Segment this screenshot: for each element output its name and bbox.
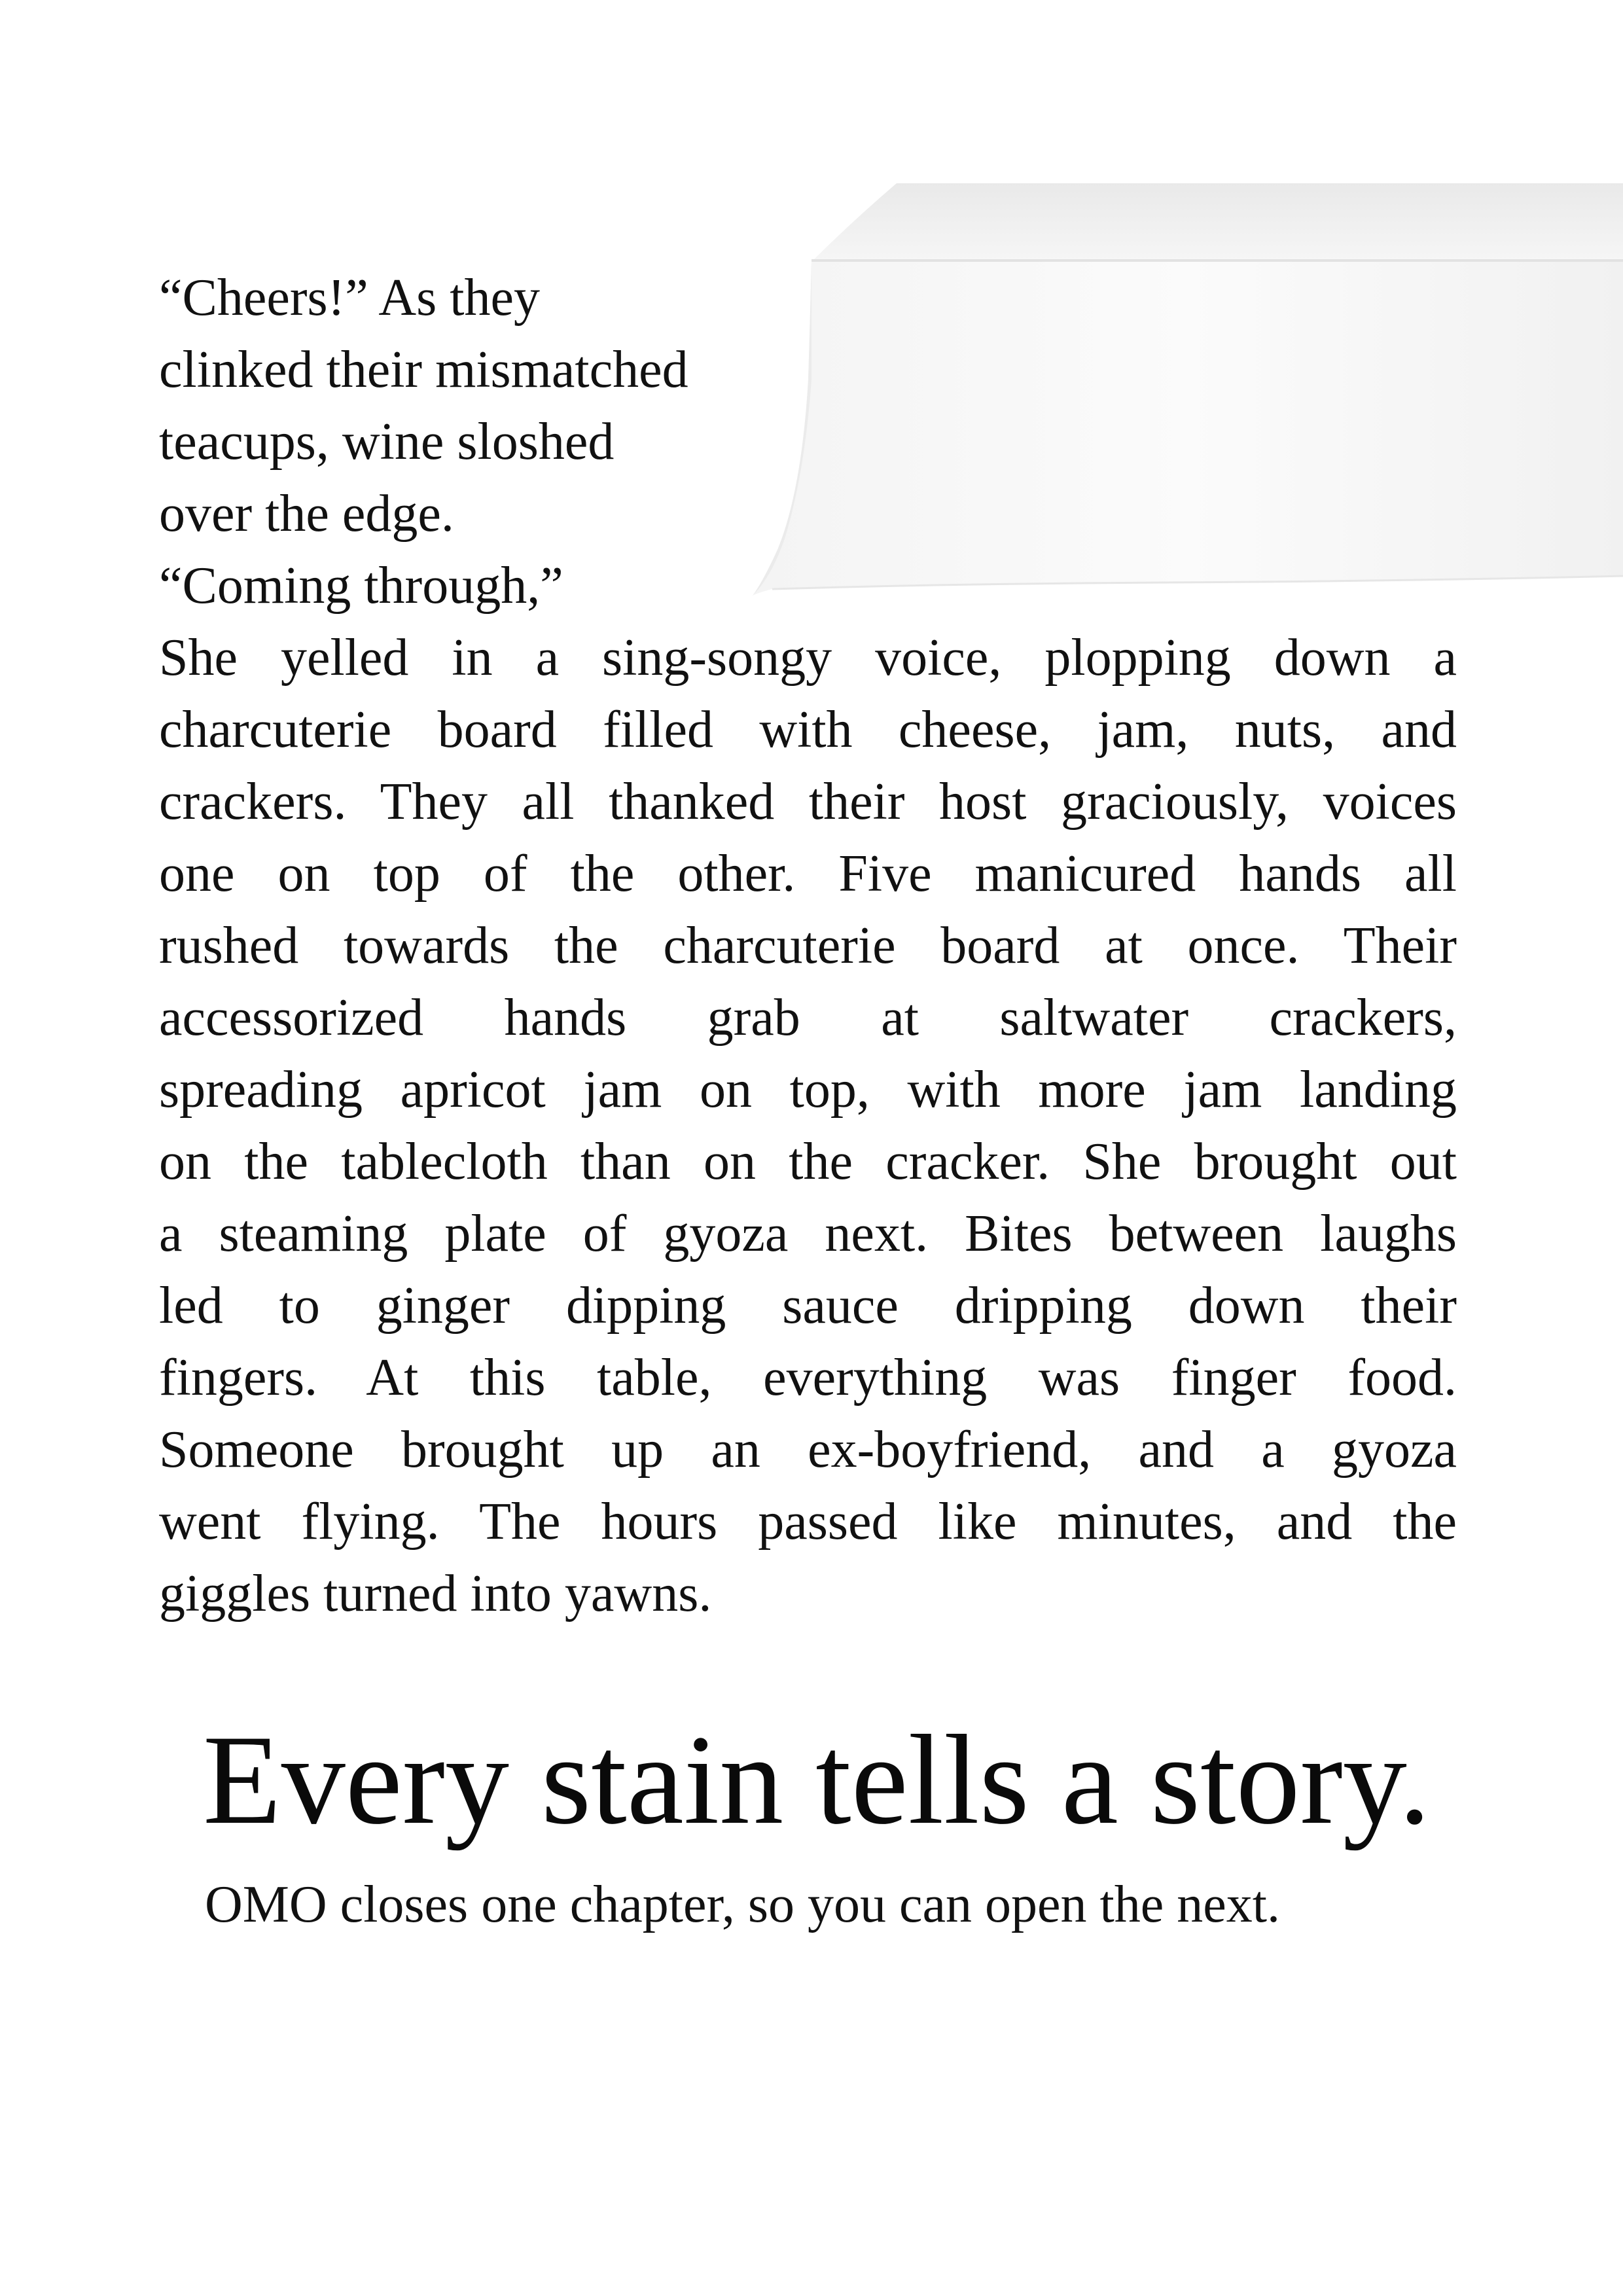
story-paragraph-line: She yelled in a sing-songy voice, plopping down a — [159, 629, 1457, 687]
story-paragraph-line: rushed towards the charcuterie board at once. Their — [159, 917, 1457, 975]
story-opening — [159, 262, 813, 622]
story-paragraph — [159, 622, 1457, 1630]
story-opening-line: over the edge. — [159, 485, 454, 543]
story-opening-line: clinked their mismatched — [159, 341, 688, 399]
story-paragraph-line: one on top of the other. Five manicured hands all — [159, 845, 1457, 903]
story-paragraph-line: accessorized hands grab at saltwater crackers, — [159, 989, 1457, 1047]
story-paragraph-line: led to ginger dipping sauce dripping down their — [159, 1277, 1457, 1335]
tagline: OMO closes one chapter, so you can open the next. — [205, 1876, 1281, 1933]
story-paragraph-line: giggles turned into yawns. — [159, 1565, 712, 1623]
story-opening-line: “Coming through,” — [159, 557, 563, 615]
story-opening-line: teacups, wine sloshed — [159, 413, 615, 471]
story-paragraph-line: crackers. They all thanked their host graciously, voices — [159, 773, 1457, 831]
story-opening-line: “Cheers!” As they — [159, 269, 541, 327]
story-paragraph-line: went flying. The hours passed like minutes, and the — [159, 1493, 1457, 1551]
story-paragraph-line: spreading apricot jam on top, with more jam landing — [159, 1061, 1457, 1119]
story-paragraph-line: fingers. At this table, everything was finger food. — [159, 1349, 1457, 1407]
story-paragraph-line: a steaming plate of gyoza next. Bites between laughs — [159, 1205, 1457, 1263]
story-paragraph-line: charcuterie board filled with cheese, jam, nuts, and — [159, 701, 1457, 759]
story-paragraph-line: on the tablecloth than on the cracker. She brought out — [159, 1133, 1457, 1191]
headline: Every stain tells a story. — [203, 1709, 1431, 1851]
story-paragraph-line: Someone brought up an ex-boyfriend, and a gyoza — [159, 1421, 1457, 1479]
tablecloth-image — [746, 183, 1623, 602]
